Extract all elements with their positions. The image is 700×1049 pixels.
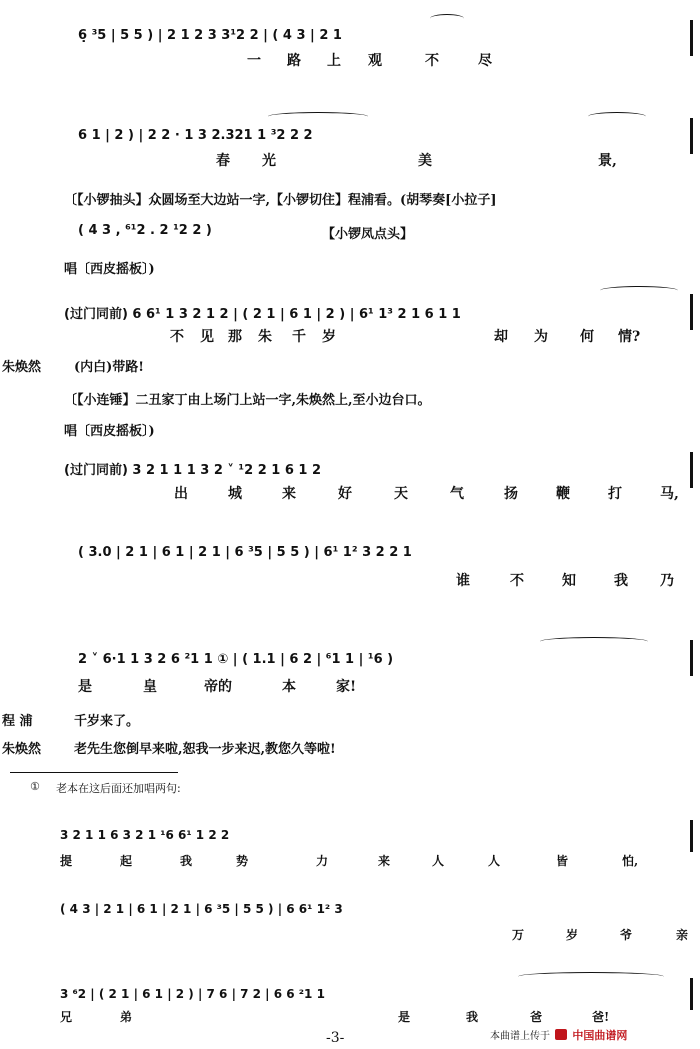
barline	[690, 820, 693, 852]
lyric-char: 知	[562, 573, 576, 589]
lyric-char: 光	[262, 153, 276, 169]
lyric-char: 气	[450, 486, 464, 502]
footnote-notation-row-2: ( 4 3 | 2 1 | 6 1 | 2 1 | 6 ³5 | 5 5 ) | 6 6¹ 1² 3	[60, 902, 343, 916]
lyric-row-2	[0, 150, 700, 168]
singing-cue: 唱〔西皮摇板〕)	[64, 262, 155, 277]
lyric-char: 乃	[660, 573, 674, 589]
barline	[690, 640, 693, 676]
notation-row-5: ( 3.0 | 2 1 | 6 1 | 2 1 | 6 ³5 | 5 5 ) | 6¹ 1² 3 2 2 1	[78, 545, 412, 560]
singing-cue: 唱〔西皮摇板〕)	[64, 424, 155, 439]
stage-direction: 〔【小连锤】二丑家丁由上场门上站一字,朱焕然上,至小边台口。	[64, 393, 431, 408]
slur	[540, 637, 648, 646]
lyric-char: 爷	[620, 928, 633, 942]
slur	[268, 112, 368, 121]
lyric-char: 起	[120, 854, 133, 868]
lyric-char: 爸	[530, 1010, 543, 1024]
notation-row-6: 2 ˅ 6·1 1 3 2 6 ²1 1 ① | ( 1.1 | 6 2 | ⁶1 1 | ¹6 )	[78, 652, 394, 667]
lyric-char: 千	[292, 329, 306, 345]
lyric-char: 上	[327, 53, 341, 69]
lyric-char: 来	[282, 486, 296, 502]
notation-row-1: 6̣ ³5 | 5 5 ) | 2 1 2 3 3¹2 2 | ( 4 3 | 2 1	[78, 28, 342, 43]
footnote-lyric-row-1	[0, 852, 700, 870]
footnote-notation-row-1: 3 2 1 1 6 3 2 1 ¹6 6¹ 1 2 2	[60, 828, 230, 842]
lyric-char: 却	[494, 329, 508, 345]
slur	[518, 972, 664, 981]
lyric-char: 皆	[556, 854, 569, 868]
lyric-row-5	[0, 570, 700, 588]
lyric-char: 来	[378, 854, 391, 868]
lyric-char: 弟	[120, 1010, 133, 1024]
lyric-char: 天	[394, 486, 408, 502]
lyric-char: 我	[466, 1010, 479, 1024]
spoken-line: 千岁来了。	[74, 714, 140, 729]
lyric-char: 不	[425, 53, 439, 69]
watermark	[490, 1027, 627, 1043]
watermark-logo-icon	[555, 1029, 567, 1040]
lyric-char: 我	[180, 854, 193, 868]
barline	[690, 294, 693, 330]
lyric-char: 好	[338, 486, 352, 502]
lyric-char: 亲	[676, 928, 689, 942]
lyric-char: 力	[316, 854, 329, 868]
lyric-char: 兄	[60, 1010, 73, 1024]
lyric-char: 不	[510, 573, 524, 589]
footnote-lyric-row-2	[0, 926, 700, 944]
lyric-char: 出	[174, 486, 188, 502]
lyric-char: 朱	[258, 329, 272, 345]
spoken-line: 老先生您倒早来啦,恕我一步来迟,教您久等啦!	[74, 742, 336, 757]
spoken-line: (内白)带路!	[74, 360, 145, 375]
lyric-char: 本	[282, 679, 296, 695]
lyric-char: 是	[398, 1010, 411, 1024]
lyric-char: 春	[216, 153, 230, 169]
lyric-char: 势	[236, 854, 249, 868]
footnote-rule	[10, 772, 178, 773]
stage-direction: 〔【小锣抽头】众圆场至大边站一字,【小锣切住】程浦看。(胡琴奏[小拉子]	[64, 193, 497, 208]
lyric-char: 为	[534, 329, 548, 345]
slur	[600, 286, 678, 295]
footnote-marker: ①	[30, 780, 40, 793]
notation-row-2: 6 1 | 2 ) | 2 2 · 1 3 2.321 1 ³2 2 2	[78, 128, 313, 143]
slur	[430, 14, 464, 23]
lyric-char: 家!	[336, 679, 357, 695]
lyric-char: 是	[78, 679, 92, 695]
lyric-char: 打	[608, 486, 622, 502]
footnote-text: 老本在这后面还加唱两句:	[56, 782, 181, 795]
lyric-char: 谁	[456, 573, 470, 589]
interlude-notation: ( 4 3 , ⁶¹2 . 2 ¹2 2 )	[78, 223, 212, 238]
lyric-char: 岁	[322, 329, 336, 345]
watermark-brand: 中国曲谱网	[572, 1029, 628, 1042]
lyric-char: 人	[488, 854, 501, 868]
percussion-cue: 【小锣凤点头】	[322, 227, 414, 242]
slur	[588, 112, 646, 121]
lyric-char: 帝的	[204, 679, 232, 695]
lyric-char: 情?	[618, 329, 641, 345]
lyric-char: 城	[228, 486, 242, 502]
lyric-char: 景,	[598, 153, 617, 169]
lyric-char: 人	[432, 854, 445, 868]
barline	[690, 118, 693, 154]
lyric-char: 扬	[504, 486, 518, 502]
lyric-char: 我	[614, 573, 628, 589]
lyric-char: 何	[580, 329, 594, 345]
lyric-char: 马,	[660, 486, 679, 502]
lyric-row-6	[0, 676, 700, 694]
speaker-name: 程 浦	[2, 714, 33, 729]
lyric-row-1	[0, 50, 700, 68]
lyric-char: 观	[368, 53, 382, 69]
watermark-prefix: 本曲谱上传于	[490, 1031, 550, 1042]
lyric-char: 一	[247, 53, 261, 69]
notation-row-4: (过门同前) 3 2 1 1 1 3 2 ˅ ¹2 2 1 6 1 2	[64, 463, 322, 478]
lyric-char: 怕,	[622, 854, 639, 868]
lyric-char: 皇	[143, 679, 157, 695]
lyric-char: 万	[512, 928, 525, 942]
lyric-char: 那	[228, 329, 242, 345]
page-number: -3-	[326, 1030, 345, 1046]
notation-row-3: (过门同前) 6 6¹ 1 3 2 1 2 | ( 2 1 | 6 1 | 2 ) | 6¹ 1³ 2 1 6 1 1	[64, 307, 461, 322]
lyric-char: 鞭	[556, 486, 570, 502]
speaker-name: 朱焕然	[2, 742, 42, 757]
lyric-row-4	[0, 483, 700, 501]
footnote-notation-row-3: 3 ⁶2 | ( 2 1 | 6 1 | 2 ) | 7 6 | 7 2 | 6 6 ²1 1	[60, 987, 325, 1001]
speaker-name: 朱焕然	[2, 360, 42, 375]
lyric-char: 美	[418, 153, 432, 169]
lyric-row-3	[0, 326, 700, 344]
lyric-char: 爸!	[592, 1010, 610, 1024]
lyric-char: 路	[287, 53, 301, 69]
lyric-char: 尽	[478, 53, 492, 69]
barline	[690, 978, 693, 1010]
lyric-char: 提	[60, 854, 73, 868]
lyric-char: 岁	[566, 928, 579, 942]
lyric-char: 见	[200, 329, 214, 345]
lyric-char: 不	[170, 329, 184, 345]
footnote-lyric-row-3	[0, 1008, 700, 1026]
